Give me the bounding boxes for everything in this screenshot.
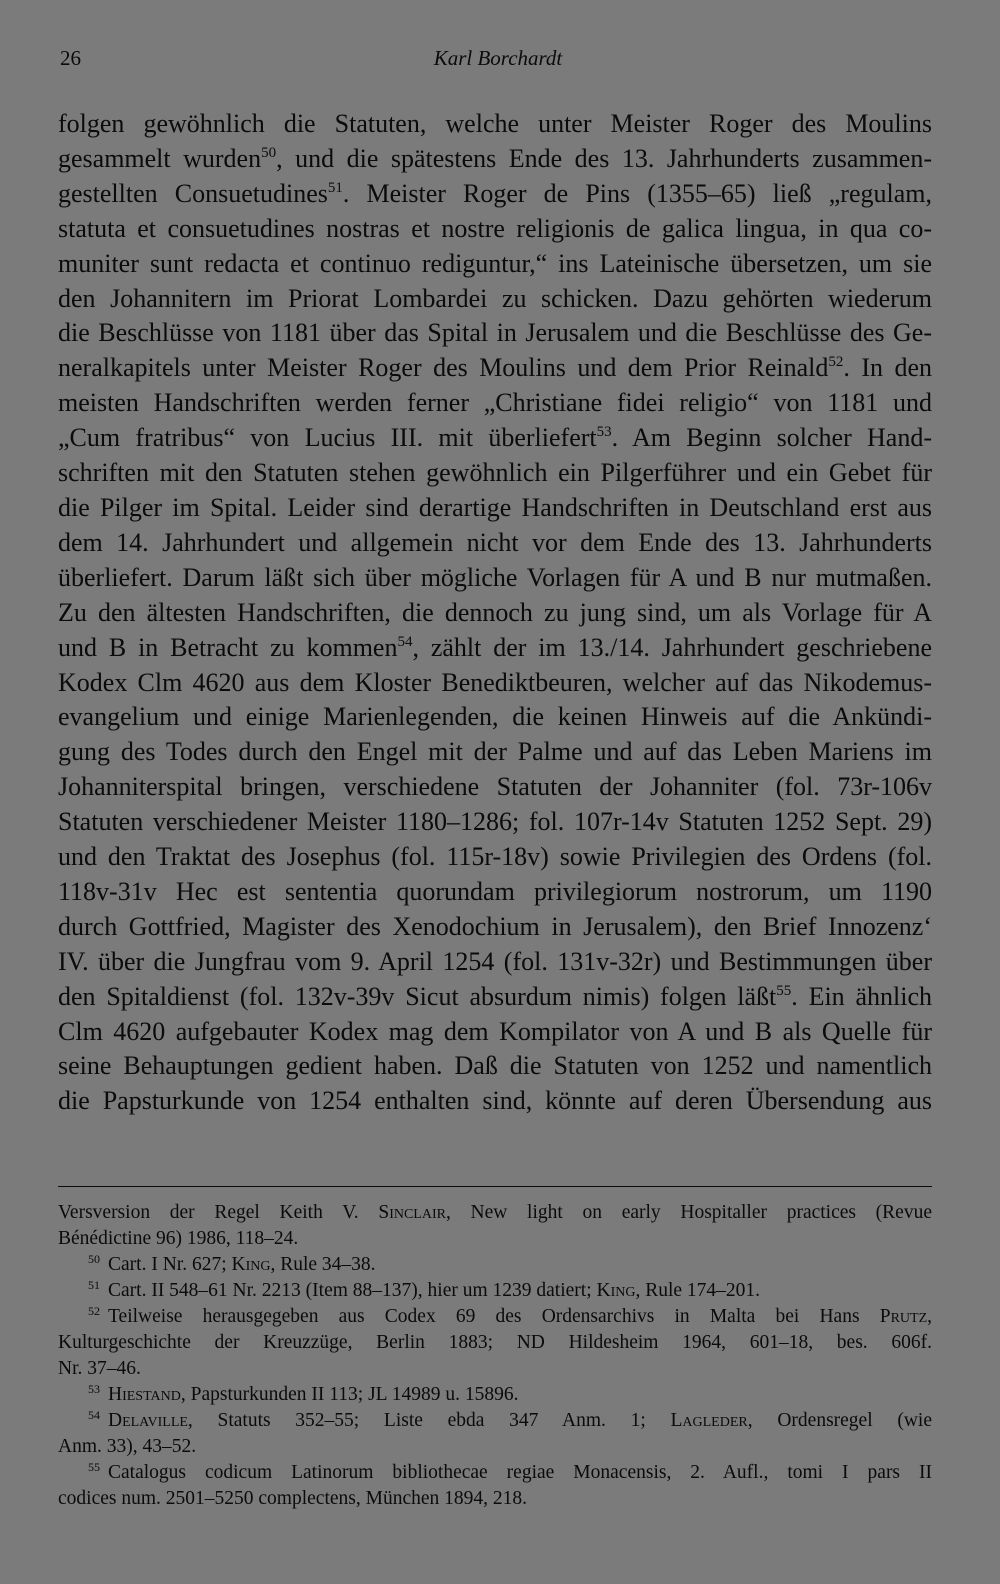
footnote-number: 51	[88, 1278, 100, 1292]
text-line: 118v-31v Hec est sententia quorundam privilegiorum nostrorum, um 1190	[58, 876, 932, 906]
text-line: dem 14. Jahrhundert und allgemein nicht vor dem Ende des 13. Jahrhunderts	[58, 527, 932, 557]
text-line: gung des Todes durch den Engel mit der Palme und auf das Leben Mariens im	[58, 737, 932, 767]
text-line: die Beschlüsse von 1181 über das Spital in Jerusalem und die Beschlüsse des Ge-	[58, 318, 932, 348]
footnote-50: $^{50}$ Cart. I Nr. 627; King, Rule 34–38.	[88, 1252, 376, 1275]
text-line: statuta et consuetudines nostras et nostre religionis de galica lingua, in qua co-	[58, 213, 932, 243]
running-title: Karl Borchardt	[433, 46, 563, 70]
running-head	[60, 46, 936, 78]
text-line: seine Behauptungen gedient haben. Daß die Statuten von 1252 und namentlich	[58, 1051, 932, 1081]
footnote-number: 50	[88, 1252, 100, 1266]
footnote-52-line: Nr. 37–46.	[58, 1358, 141, 1379]
footnote-54-line: Anm. 33), 43–52.	[58, 1436, 197, 1457]
footnote-number: 52	[88, 1304, 100, 1318]
text-line: durch Gottfried, Magister des Xenodochium in Jerusalem), den Brief Innozenz‘	[58, 911, 932, 941]
footnote-ref: 51	[327, 179, 343, 196]
footnote-51: $^{51}$ Cart. II 548–61 Nr. 2213 (Item 88–137), hier um 1239 datiert; King, Rule 174–201.	[88, 1278, 761, 1301]
footnote-number: 55	[88, 1460, 100, 1474]
text-line: evangelium und einige Marienlegenden, die keinen Hinweis auf die Ankündi-	[58, 702, 932, 732]
text-line: und B in Betracht zu kommen$^{54}$, zählt der im 13./14. Jahrhundert geschriebene	[58, 632, 932, 662]
text-line: Statuten verschiedener Meister 1180–1286; fol. 107r-14v Statuten 1252 Sept. 29)	[58, 807, 932, 837]
text-line: meisten Handschriften werden ferner „Christiane fidei religio“ von 1181 und	[58, 388, 932, 418]
text-line: gesammelt wurden$^{50}$, und die spätestens Ende des 13. Jahrhunderts zusammen-	[58, 143, 933, 173]
footnote-continuation: Versversion der Regel Keith V. Sinclair, New light on early Hospitaller practices (Revue	[58, 1202, 932, 1223]
text-line: neralkapitels unter Meister Roger des Moulins und dem Prior Reinald$^{52}$. In den	[58, 353, 932, 383]
text-line: den Spitaldienst (fol. 132v-39v Sicut absurdum nimis) folgen läßt$^{55}$. Ein ähnlich	[58, 981, 932, 1011]
text-line: Kodex Clm 4620 aus dem Kloster Benediktbeuren, welcher auf das Nikodemus-	[58, 667, 932, 697]
page-number: 26	[60, 46, 81, 70]
text-line: die Pilger im Spital. Leider sind derartige Handschriften in Deutschland erst aus	[58, 492, 932, 522]
footnote-ref: 54	[397, 633, 413, 650]
footnote-divider	[58, 1186, 932, 1187]
footnote-54: $^{54}$ Delaville, Statuts 352–55; Liste ebda 347 Anm. 1; Lagleder, Ordensregel (wie	[88, 1408, 932, 1431]
main-text	[58, 107, 932, 1119]
text-line: folgen gewöhnlich die Statuten, welche unter Meister Roger des Moulins	[58, 109, 932, 138]
text-line: gestellten Consuetudines$^{51}$. Meister Roger de Pins (1355–65) ließ „regulam,	[58, 178, 932, 208]
footnote-52-line: Kulturgeschichte der Kreuzzüge, Berlin 1883; ND Hildesheim 1964, 601–18, bes. 606f.	[58, 1332, 932, 1353]
footnote-55: $^{55}$ Catalogus codicum Latinorum bibliothecae regiae Monacensis, 2. Aufl., tomi I pars II	[88, 1460, 932, 1483]
footnote-ref: 55	[776, 982, 792, 999]
text-line: muniter sunt redacta et continuo rediguntur,“ ins Lateinische übersetzen, um sie	[58, 248, 932, 278]
text-line: Johanniterspital bringen, verschiedene Statuten der Johanniter (fol. 73r-106v	[58, 772, 932, 802]
text-line: Clm 4620 aufgebauter Kodex mag dem Kompilator von A und B als Quelle für	[58, 1016, 932, 1046]
text-line: die Papsturkunde von 1254 enthalten sind, könnte auf deren Übersendung aus	[58, 1086, 932, 1116]
footnote-53: $^{53}$ Hiestand, Papsturkunden II 113; JL 14989 u. 15896.	[88, 1382, 519, 1405]
text-line: Zu den ältesten Handschriften, die dennoch zu jung sind, um als Vorlage für A	[58, 597, 932, 627]
footnote-ref: 50	[261, 144, 277, 161]
footnote-52: $^{52}$ Teilweise herausgegeben aus Codex 69 des Ordensarchivs in Malta bei Hans Prutz,	[88, 1304, 932, 1327]
footnotes	[58, 1200, 932, 1512]
text-line: und den Traktat des Josephus (fol. 115r-18v) sowie Privilegien des Ordens (fol.	[58, 842, 932, 872]
text-line: überliefert. Darum läßt sich über mögliche Vorlagen für A und B nur mutmaßen.	[58, 562, 932, 592]
footnote-ref: 52	[828, 354, 844, 371]
footnote-number: 54	[88, 1408, 100, 1422]
text-line: „Cum fratribus“ von Lucius III. mit überliefert$^{53}$. Am Beginn solcher Hand-	[58, 423, 932, 453]
text-line: IV. über die Jungfrau vom 9. April 1254 (fol. 131v-32r) und Bestimmungen über	[58, 946, 932, 976]
text-line: schriften mit den Statuten stehen gewöhnlich ein Pilgerführer und ein Gebet für	[58, 458, 932, 488]
footnote-number: 53	[88, 1382, 100, 1396]
footnote-ref: 53	[596, 424, 612, 441]
text-line: den Johannitern im Priorat Lombardei zu schicken. Dazu gehörten wiederum	[58, 283, 932, 313]
footnote-55-line: codices num. 2501–5250 complectens, München 1894, 218.	[58, 1488, 527, 1509]
footnote-continuation: Bénédictine 96) 1986, 118–24.	[58, 1228, 299, 1249]
